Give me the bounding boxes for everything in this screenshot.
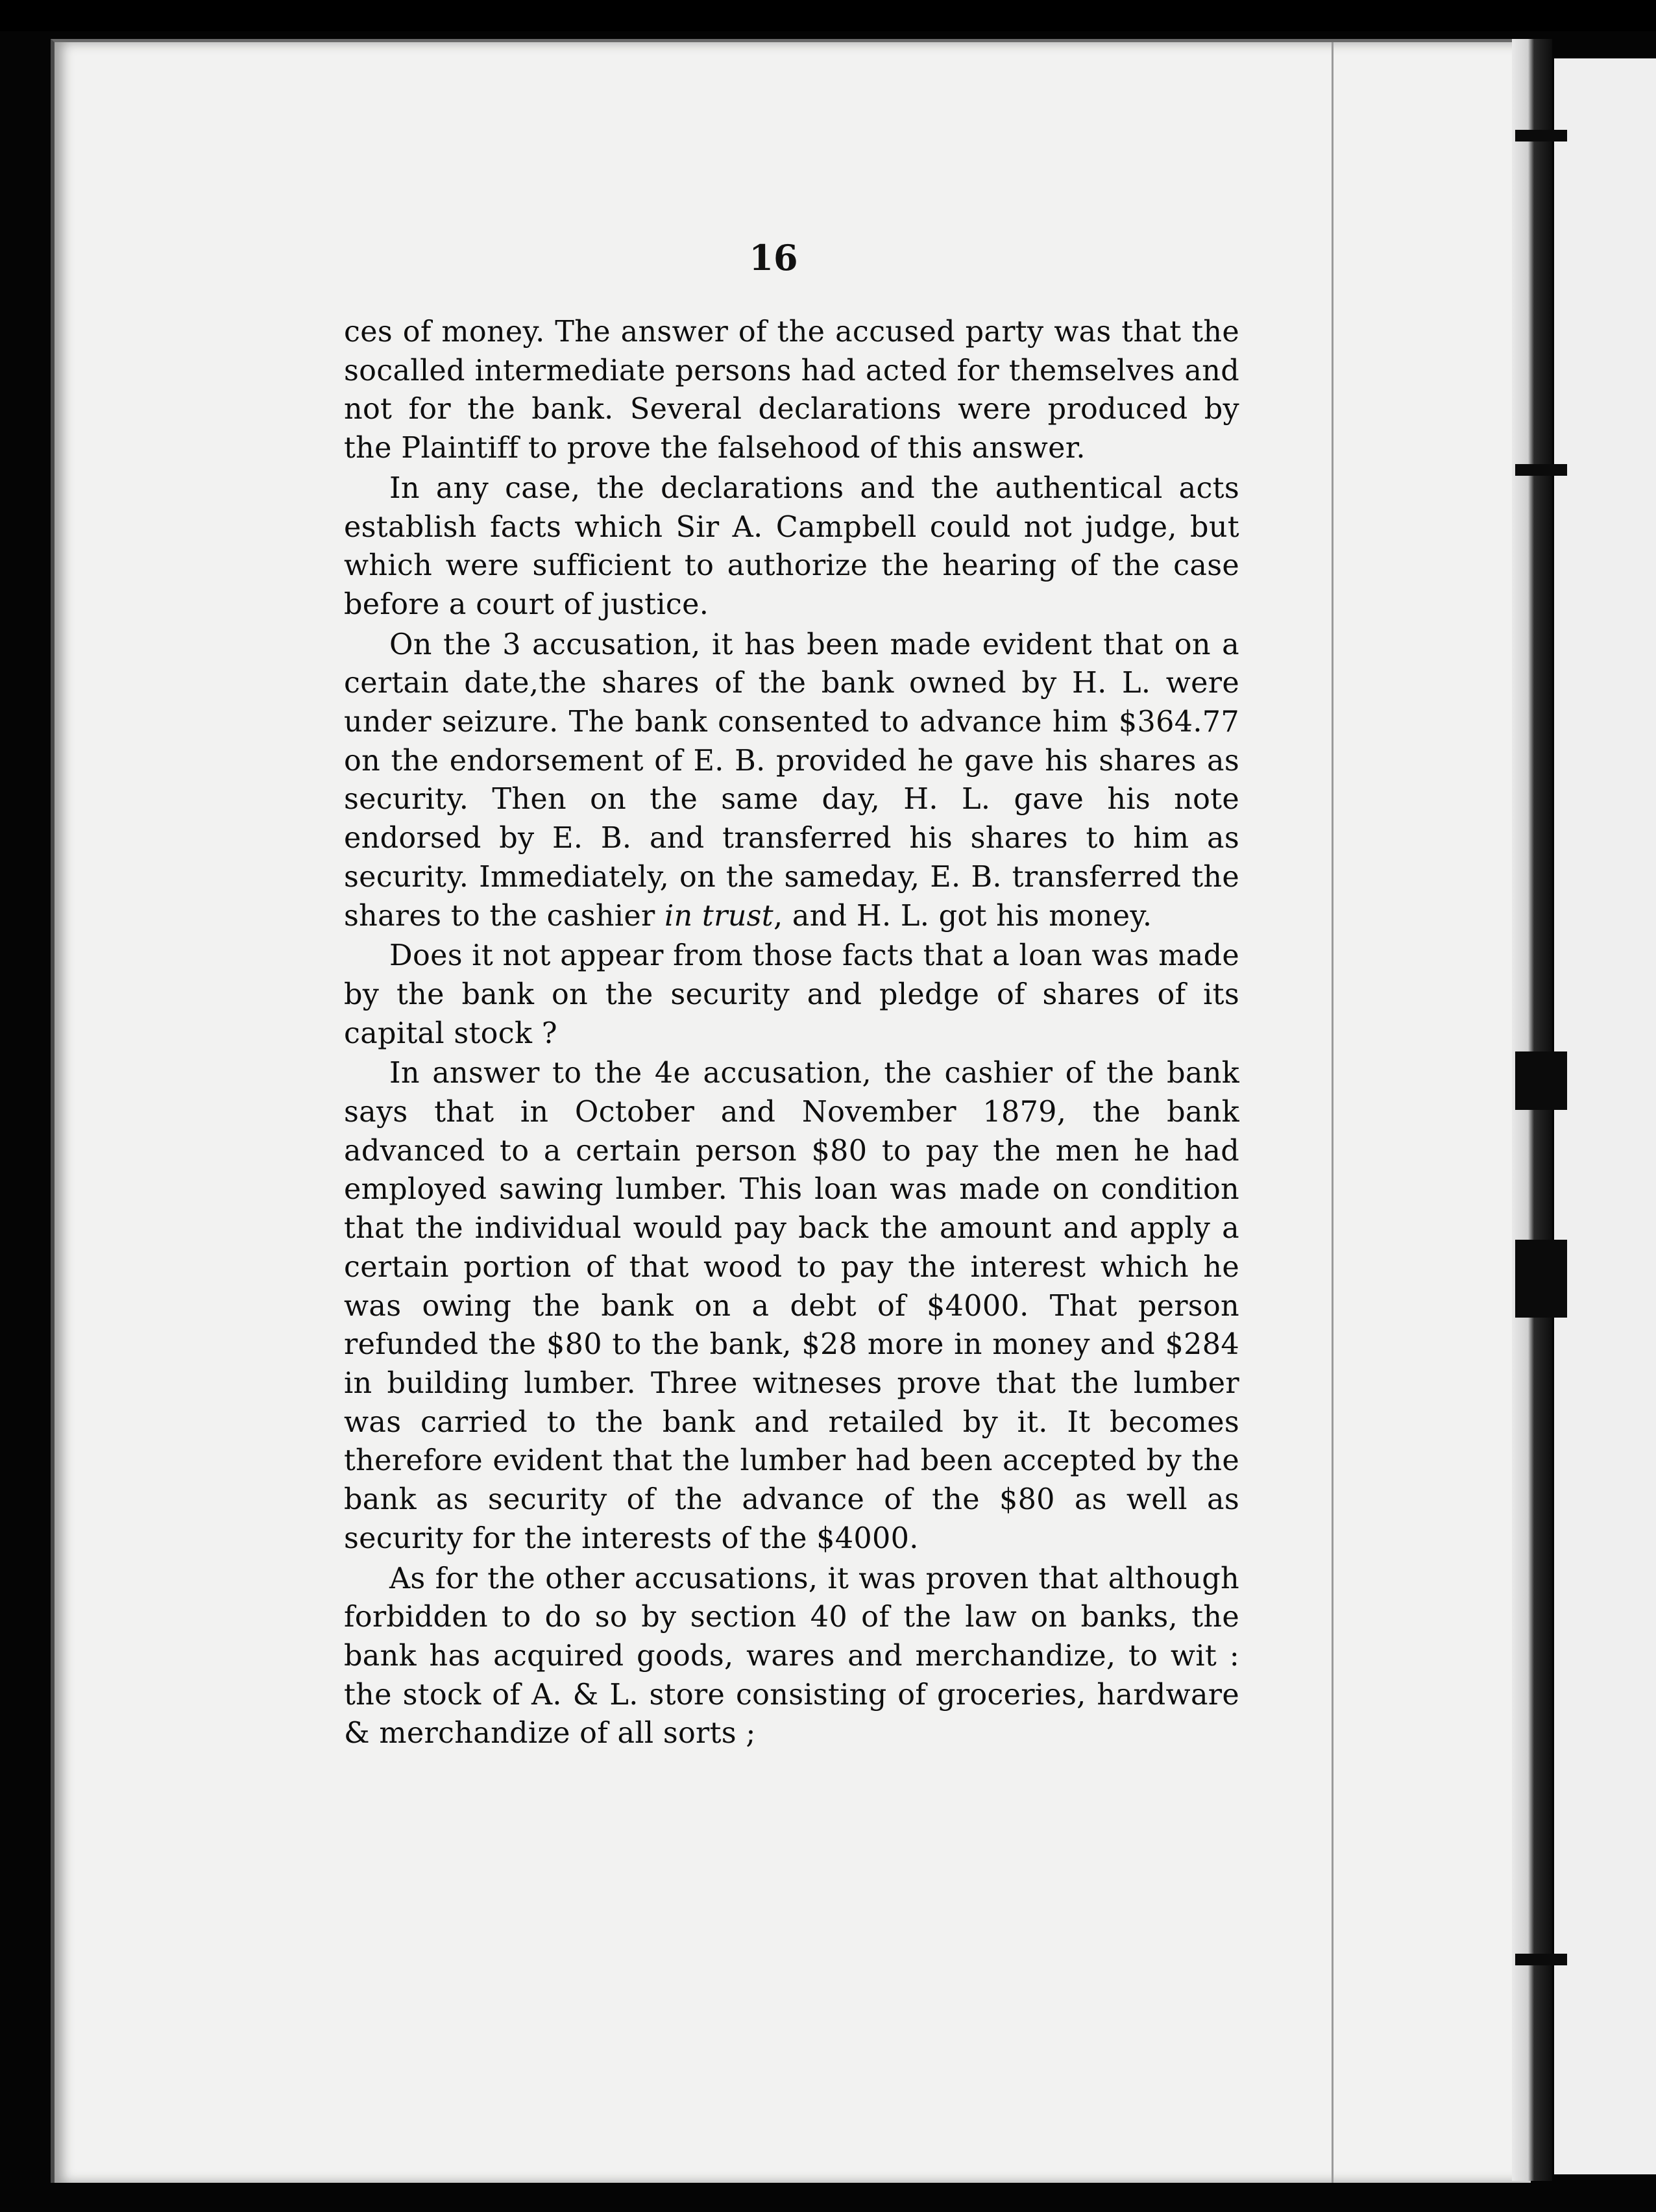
adjacent-page-edge [1554, 58, 1656, 2174]
body-text [344, 313, 1239, 1753]
paragraph [344, 937, 1239, 1053]
paragraph-text: In answer to the 4e accusation, the cashier of the bank says that in October and November 1879, the bank advanced to a certain person $80 to pay the men he had employed sawing lumber. This loan was made on condition that the individual would pay back the amount and apply a certain portion of that wood to pay the interest which he was owing the bank on a debt of $4000. That person refunded the $80 to the bank, $28 more in money and $284 in building lumber. Three witneses prove that the lumber was carried to the bank and retailed by it. It becomes therefore evident that the lumber had been accepted by the bank as security of the advance of the $80 as well as security for the interests of the $4000. [344, 1057, 1239, 1555]
binding-notch [1515, 1051, 1567, 1110]
paragraph [344, 626, 1239, 936]
binding-notch [1515, 130, 1567, 141]
paragraph-italic-text: in trust [664, 899, 773, 933]
paragraph [344, 469, 1239, 624]
paragraph-text: In any case, the declarations and the authentical acts establish facts which Sir A. Campbell could not judge, but which were sufficient to authorize the hearing of the case before a court of justice. [344, 471, 1239, 621]
binding-notch [1515, 1954, 1567, 1965]
paragraph-text: , and H. L. got his money. [773, 899, 1152, 933]
paragraph [344, 1560, 1239, 1754]
page-number: 16 [749, 237, 798, 278]
paragraph-text: As for the other accusations, it was proven that although forbidden to do so by section 40 of the law on banks, the bank has acquired goods, wares and merchandize, to wit : the stock of A. & L. store consisting of groceries, hardware & merchandize of all sorts ; [344, 1562, 1239, 1751]
paragraph-text: On the 3 accusation, it has been made evident that on a certain date,the shares of the bank owned by H. L. were under seizure. The bank consented to advance him $364.77 on the endorsement of E. B. provided he gave his shares as security. Then on the same day, H. L. gave his note endorsed by E. B. and transferred his shares to him as security. Immediately, on the sameday, E. B. transferred the shares to the cashier [344, 628, 1239, 933]
paragraph [344, 313, 1239, 468]
scan-top-edge [0, 0, 1656, 31]
paragraph-text: ces of money. The answer of the accused party was that the socalled intermediate persons had acted for themselves and not for the bank. Several declarations were produced by the Plaintiff to prove the falsehood of this answer. [344, 315, 1239, 465]
paragraph [344, 1054, 1239, 1558]
paragraph-text: Does it not appear from those facts that a loan was made by the bank on the security and pledge of shares of its capital stock ? [344, 939, 1239, 1050]
binding-notch [1515, 464, 1567, 476]
binding-notch [1515, 1240, 1567, 1318]
page-fold-line [1332, 42, 1333, 2183]
binding-strip [1512, 39, 1552, 2181]
